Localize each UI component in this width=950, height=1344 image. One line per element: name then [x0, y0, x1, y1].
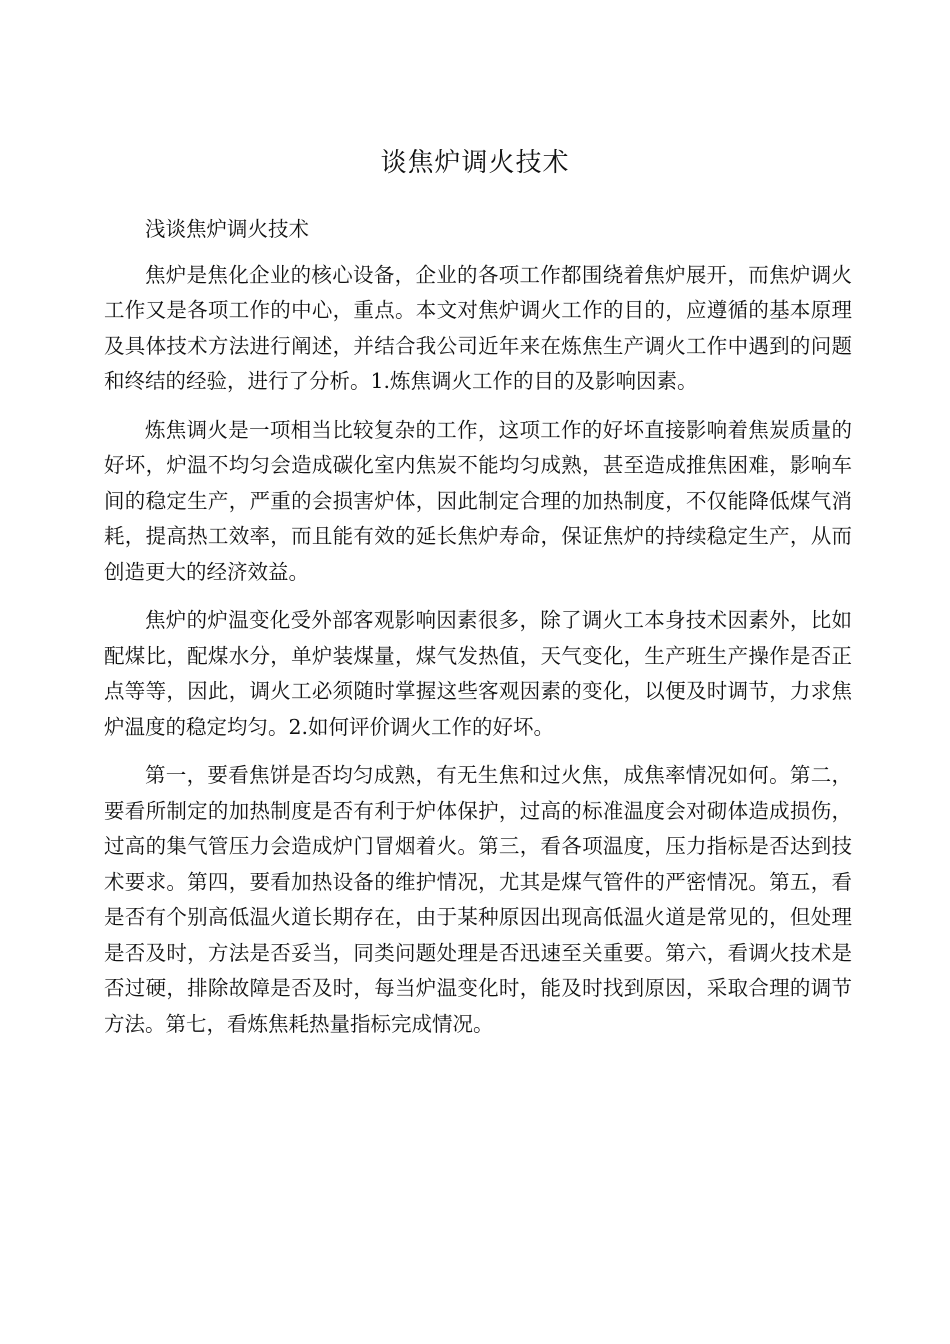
document-title: 谈焦炉调火技术 — [380, 148, 570, 178]
paragraph-adjustment: 炼焦调火是一项相当比较复杂的工作，这项工作的好坏直接影响着焦炭质量的好坏，炉温不均匀会造成碳化室内焦炭不能均匀成熟，甚至造成推焦困难，影响车间的稳定生产，严重的会损害炉体，因此制定合理的加热制度，不仅能降低煤气消耗，提高热工效率，而且能有效的延长焦炉寿命，保证焦炉的持续稳定生产，从而创造更大的经济效益。 — [104, 417, 852, 584]
paragraph-evaluation: 第一，要看焦饼是否均匀成熟，有无生焦和过火焦，成焦率情况如何。第二，要看所制定的加热制度是否有利于炉体保护，过高的标准温度会对砌体造成损伤，过高的集气管压力会造成炉门冒烟着火。第三，看各项温度，压力指标是否达到技术要求。第四，要看加热设备的维护情况，尤其是煤气管件的严密情况。第五，看是否有个别高低温火道长期存在，由于某种原因出现高低温火道是常见的，但处理是否及时，方法是否妥当，同类问题处理是否迅速至关重要。第六，看调火技术是否过硬，排除故障是否及时，每当炉温变化时，能及时找到原因，采取合理的调节方法。第七，看炼焦耗热量指标完成情况。 — [104, 763, 852, 1036]
paragraph-intro: 焦炉是焦化企业的核心设备，企业的各项工作都围绕着焦炉展开，而焦炉调火工作又是各项工作的中心，重点。本文对焦炉调火工作的目的，应遵循的基本原理及具体技术方法进行阐述，并结合我公司近年来在炼焦生产调火工作中遇到的问题和终结的经验，进行了分析。1.炼焦调火工作的目的及影响因素。 — [104, 262, 852, 393]
paragraph-factors: 焦炉的炉温变化受外部客观影响因素很多，除了调火工本身技术因素外，比如配煤比，配煤水分，单炉装煤量，煤气发热值，天气变化，生产班生产操作是否正点等等，因此，调火工必须随时掌握这些客观因素的变化，以便及时调节，力求焦炉温度的稳定均匀。2.如何评价调火工作的好坏。 — [104, 608, 852, 739]
document-body — [104, 212, 852, 1042]
document-subtitle: 浅谈焦炉调火技术 — [145, 217, 309, 241]
